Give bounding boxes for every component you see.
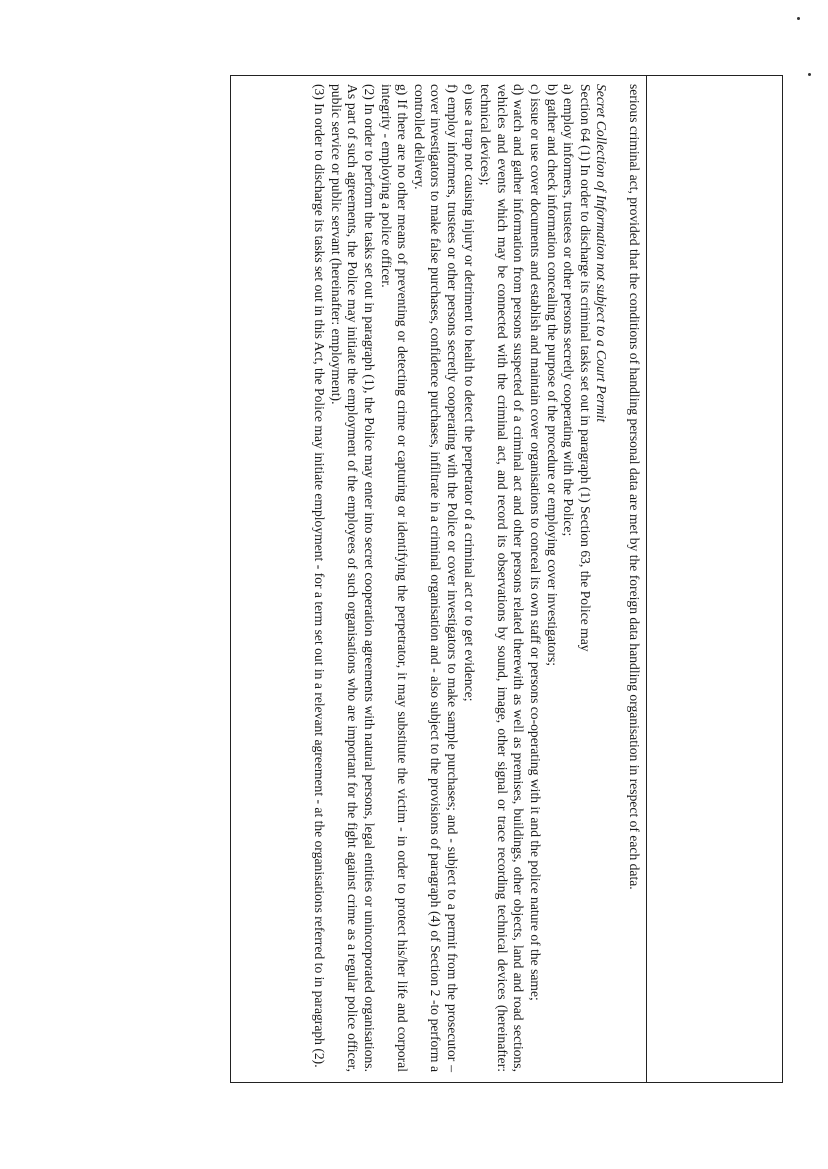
paragraph-2: (2) In order to perform the tasks set out in paragraph (1), the Police may enter into secret cooperation agreements with natural persons, legal entities or unincorporated organisations. As part of such agreements, the Police may initiate the employment of the employees of such organisations who are important for the fight against crime as a regular police officer, public service or public servant (hereinafter: employment). bbox=[328, 84, 378, 1072]
paragraph-gap bbox=[609, 84, 625, 1072]
item-e: e) use a trap not causing injury or detriment to health to detect the perpetrator of a criminal act or to get evidence; bbox=[461, 84, 477, 702]
item-b: b) gather and check information concealing the purpose of the procedure or employing cover investigators; bbox=[544, 84, 560, 667]
section-heading: Secret Collection of Information not subject to a Court Permit bbox=[594, 84, 610, 423]
paragraph-3: (3) In order to discharge its tasks set out in this Act, the Police may initiate employment - for a term set out in a relevant agreement - at the organisations referred to in paragraph (2). bbox=[312, 84, 328, 1068]
document-table bbox=[230, 75, 783, 1083]
section-64-paragraph: Section 64 (1) In order to discharge its criminal tasks set out in paragraph (1) Section 63, the Police may bbox=[577, 84, 593, 652]
item-g: g) If there are no other means of preventing or detecting crime or capturing or identifying the perpetrator, it may substitute the victim - in order to protect his/her life and corporal integrity - employing a police officer. bbox=[378, 84, 411, 1072]
item-a: a) employ informers, trustees or other persons secretly cooperating with the Police; bbox=[561, 84, 577, 537]
item-f: f) employ informers, trustees or other persons secretly cooperating with the Police or cover investigators to make sample purchases; and - subject to a permit from the prosecutor – cover investigators to make false purchases, confidence purchases, infiltrate in a criminal organisation and - also subject to the provisions of paragraph (4) of Section 2 -to perform a controlled delivery. bbox=[411, 84, 461, 1072]
empty-table-cell bbox=[646, 76, 782, 1082]
item-c: c) issue or use cover documents and establish and maintain cover organisations to conceal its own staff or persons co-operating with it and the police nature of the same; bbox=[528, 84, 544, 1001]
item-d: d) watch and gather information from persons suspected of a criminal act and other persons related therewith as well as premises, buildings, other objects, land and road sections, vehicles and events which may be connected with the criminal act, and record its observations by sound, image, other signal or trace recording technical devices (hereinafter: technical devices); bbox=[478, 84, 527, 1072]
intro-paragraph: serious criminal act, provided that the conditions of handling personal data are met by the foreign data handling organisation in respect of each data. bbox=[627, 84, 642, 890]
rotated-text-block bbox=[237, 84, 642, 1072]
scan-speck bbox=[797, 17, 800, 20]
scan-speck bbox=[808, 73, 811, 76]
text-table-cell bbox=[231, 76, 648, 1082]
